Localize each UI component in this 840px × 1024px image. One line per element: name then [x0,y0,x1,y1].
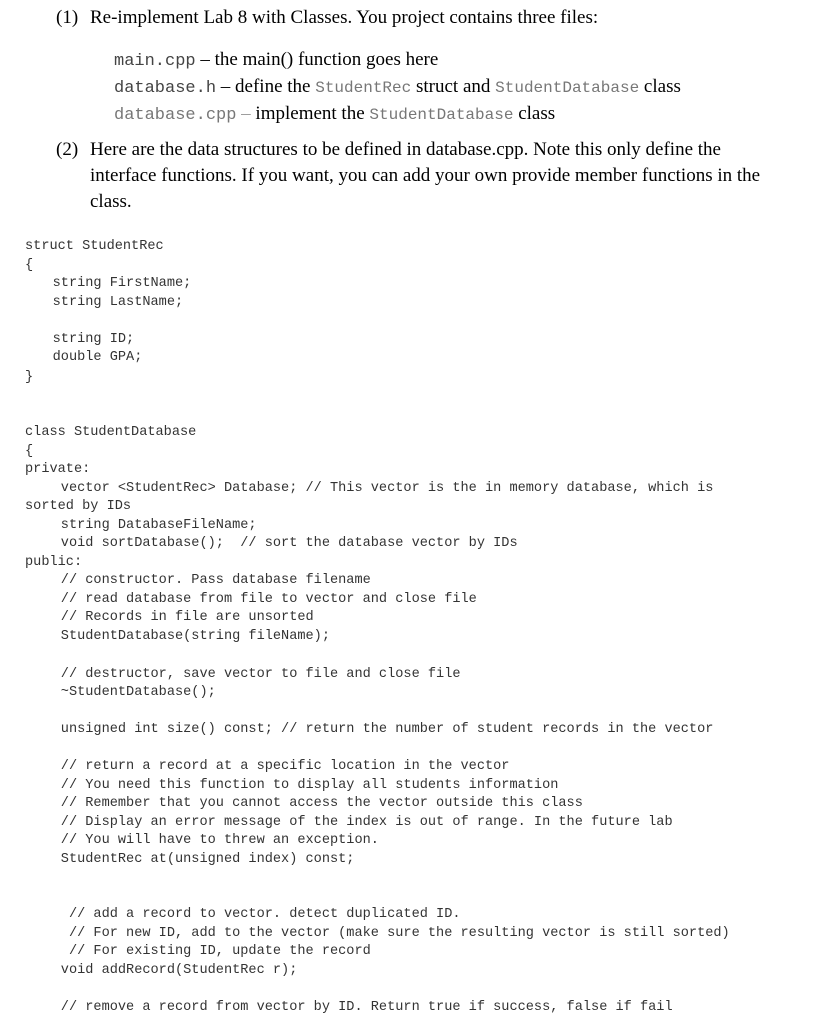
code-line: // For existing ID, update the record [20,944,371,959]
file-desc-database-cpp-2: StudentDatabase [369,106,514,124]
code-line: // Records in file are unsorted [20,610,314,625]
file-desc-database-h-5: class [639,76,681,97]
code-line: string DatabaseFileName; [20,518,257,533]
file-desc-main: the main() function goes here [214,49,439,70]
code-line: ~StudentDatabase(); [20,685,216,700]
code-line: // You will have to threw an exception. [20,833,379,848]
code-line: // constructor. Pass database filename [20,573,371,588]
file-desc-database-h-4: StudentDatabase [495,79,640,97]
section-2-line-1: Here are the data structures to be defined in database.cpp. Note this only define the [90,139,721,160]
file-desc-database-cpp-3: class [513,103,556,124]
code-line: private: [25,462,91,477]
code-line: public: [25,555,83,570]
code-line: // You need this function to display all students information [20,778,559,793]
file-name-database-h: database.h [114,79,217,98]
code-line: // return a record at a specific location in the vector [20,759,510,774]
code-line: // Remember that you cannot access the vector outside this class [20,796,583,811]
code-line: // add a record to vector. detect duplicated ID. [20,907,461,922]
file-name-database-cpp: database.cpp [114,106,237,125]
file-name-main: main.cpp [114,52,196,71]
code-line: void sortDatabase(); // sort the database vector by IDs [20,536,518,551]
code-line: string LastName; [20,295,184,310]
file-desc-database-h-3: struct and [411,76,496,97]
file-desc-database-h-2: StudentRec [315,79,412,97]
code-line: struct StudentRec [25,239,164,254]
file-dash-main: – [195,49,215,70]
section-1-heading: Re-implement Lab 8 with Classes. You project contains three files: [90,7,599,28]
code-line: // remove a record from vector by ID. Return true if success, false if fail [20,1000,673,1015]
code-line: string FirstName; [20,276,192,291]
section-2-number: (2) [56,139,79,160]
code-line: // Display an error message of the index is out of range. In the future lab [20,815,673,830]
code-line: { [25,258,34,273]
file-desc-database-h-1: define the [235,76,316,97]
code-line: // destructor, save vector to file and close file [20,667,461,682]
file-desc-database-cpp-1: implement the [255,103,370,124]
code-line: string ID; [20,332,135,347]
code-line: unsigned int size() const; // return the number of student records in the vector [20,722,714,737]
section-2-line-3: class. [90,191,132,212]
code-line: StudentDatabase(string fileName); [20,629,330,644]
section-1-number: (1) [56,7,79,28]
code-line: // read database from file to vector and close file [20,592,477,607]
file-dash-database-cpp: – [236,103,256,124]
code-line: class StudentDatabase [25,425,197,440]
code-line: StudentRec at(unsigned index) const; [20,852,355,867]
file-item-database-cpp [90,85,555,143]
code-line: sorted by IDs [25,499,132,514]
code-line: { [25,444,34,459]
file-dash-database-h: – [216,76,236,97]
section-2-line-2: interface functions. If you want, you can add your own provide member functions in the [90,165,761,186]
code-line: } [25,370,34,385]
code-line: vector <StudentRec> Database; // This vector is the in memory database, which is [20,481,714,496]
code-line: void addRecord(StudentRec r); [20,963,298,978]
code-line: // For new ID, add to the vector (make sure the resulting vector is still sorted) [20,926,730,941]
code-line: double GPA; [20,350,143,365]
